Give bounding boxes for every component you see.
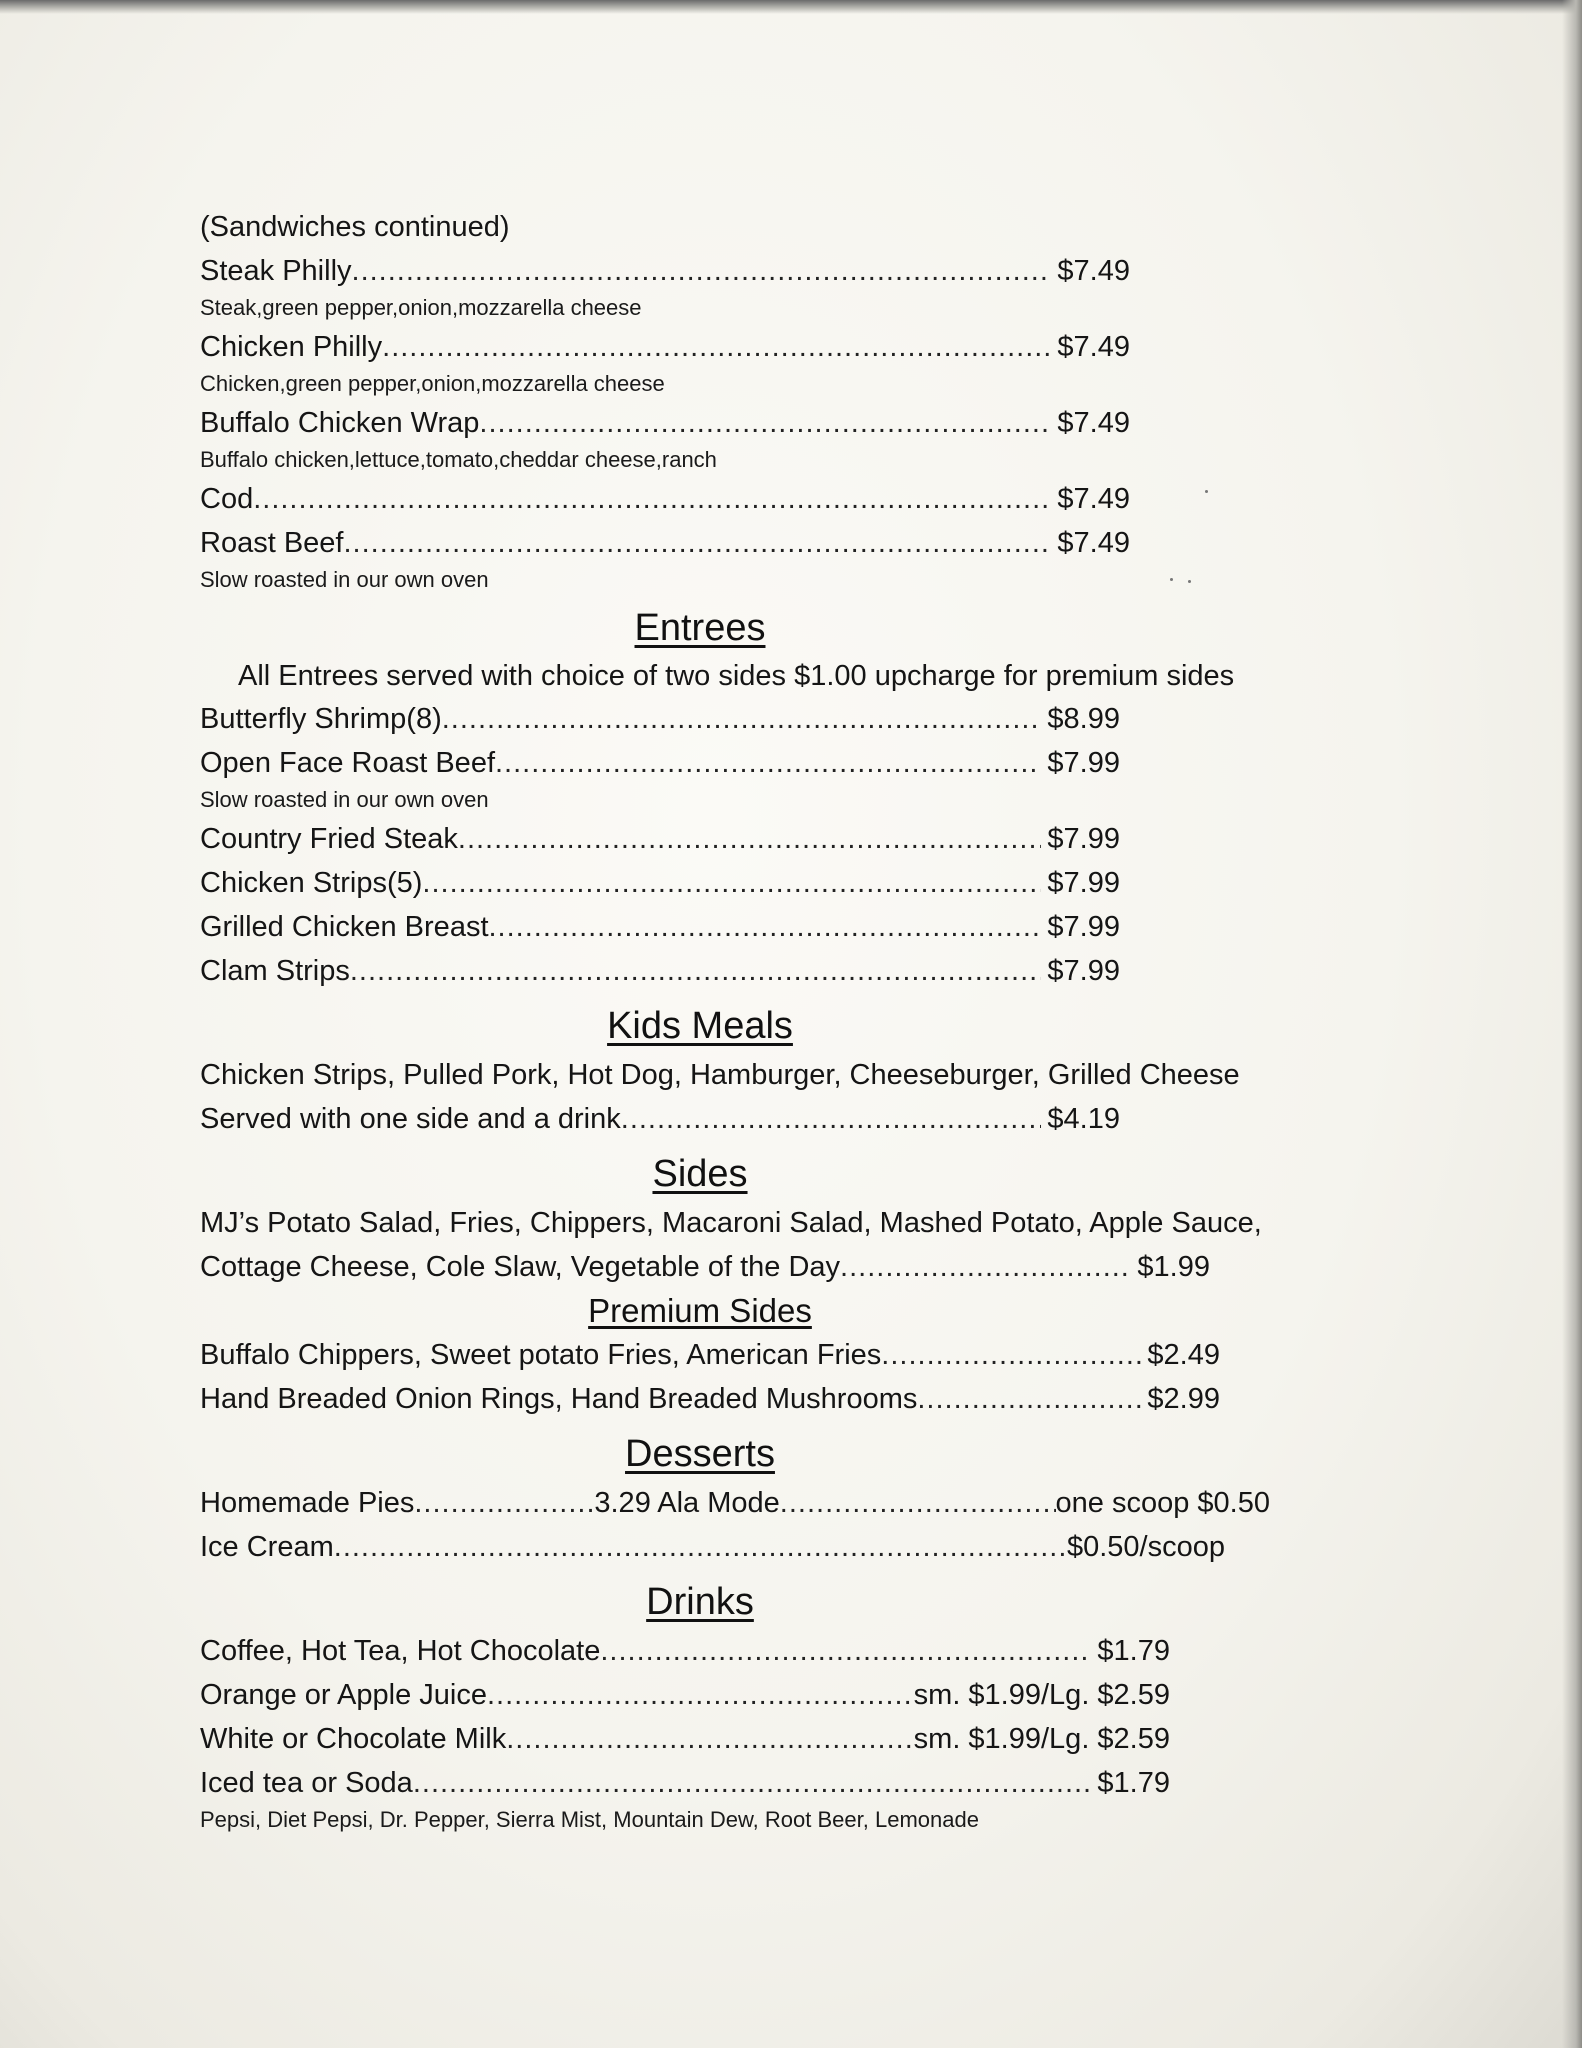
dot-leader <box>780 1481 1056 1525</box>
item-price: $7.49 <box>1057 483 1130 515</box>
dot-leader <box>442 697 1042 741</box>
item-name: Roast Beef <box>200 527 344 559</box>
dot-leader <box>487 1673 914 1717</box>
item-price: sm. $1.99/Lg. $2.59 <box>913 1723 1170 1755</box>
menu-item <box>200 817 1120 861</box>
item-price: $1.99 <box>1137 1251 1210 1283</box>
item-name: White or Chocolate Milk <box>200 1723 507 1755</box>
premium-sides-section <box>200 1333 1220 1421</box>
item-price: $2.99 <box>1147 1383 1220 1415</box>
item-name: Ice Cream <box>200 1531 334 1563</box>
menu-item <box>200 1097 1120 1141</box>
item-name: Homemade Pies <box>200 1487 415 1519</box>
menu-item <box>200 1245 1210 1289</box>
dot-leader <box>506 1717 913 1761</box>
dot-leader <box>600 1629 1091 1673</box>
item-name: Grilled Chicken Breast <box>200 911 489 943</box>
item-price: $7.49 <box>1057 255 1130 287</box>
item-price: $7.49 <box>1057 527 1130 559</box>
menu-item <box>200 1333 1220 1377</box>
item-price: $2.49 <box>1147 1339 1220 1371</box>
section-title-premium-sides: Premium Sides <box>588 1292 812 1329</box>
menu-content <box>200 205 1400 1837</box>
sides-list-line1: MJ’s Potato Salad, Fries, Chippers, Macaroni Salad, Mashed Potato, Apple Sauce, <box>200 1207 1262 1239</box>
item-description: Buffalo chicken,lettuce,tomato,cheddar cheese,ranch <box>200 447 717 472</box>
item-name: Orange or Apple Juice <box>200 1679 487 1711</box>
item-price: $7.49 <box>1057 407 1130 439</box>
item-name: Buffalo Chippers, Sweet potato Fries, American Fries <box>200 1339 882 1371</box>
dot-leader <box>495 741 1041 785</box>
item-name: Iced tea or Soda <box>200 1767 413 1799</box>
premium-heading-wrap <box>200 1289 1400 1333</box>
item-name: Country Fried Steak <box>200 823 458 855</box>
dot-leader <box>382 325 1051 369</box>
sides-heading-wrap <box>200 1149 1400 1199</box>
menu-item <box>200 1761 1170 1805</box>
kids-heading-wrap <box>200 1001 1400 1051</box>
scan-right-edge <box>1562 0 1582 2048</box>
dot-leader <box>414 1481 594 1525</box>
item-description: Chicken,green pepper,onion,mozzarella cheese <box>200 371 665 396</box>
dot-leader <box>253 477 1051 521</box>
entrees-note: All Entrees served with choice of two sides $1.00 upcharge for premium sides <box>238 660 1235 692</box>
item-name: Coffee, Hot Tea, Hot Chocolate <box>200 1635 601 1667</box>
section-title-drinks: Drinks <box>646 1581 754 1623</box>
menu-item <box>200 741 1120 785</box>
item-price: $1.79 <box>1097 1635 1170 1667</box>
kids-meal-list: Chicken Strips, Pulled Pork, Hot Dog, Hamburger, Cheeseburger, Grilled Cheese <box>200 1059 1240 1091</box>
dot-leader <box>334 1525 1067 1569</box>
menu-item <box>200 1525 1225 1569</box>
item-price: 3.29 Ala Mode <box>594 1487 780 1519</box>
item-name: Cod <box>200 483 254 515</box>
dot-leader <box>917 1377 1141 1421</box>
item-price: $7.99 <box>1047 747 1120 779</box>
dot-leader <box>352 249 1052 293</box>
section-title-kids-meals: Kids Meals <box>607 1005 793 1047</box>
dot-leader <box>413 1761 1092 1805</box>
dot-leader <box>479 401 1051 445</box>
menu-item <box>200 477 1130 521</box>
dot-leader <box>422 861 1041 905</box>
desserts-section <box>200 1481 1270 1569</box>
dot-leader <box>489 905 1042 949</box>
kids-section <box>200 1097 1120 1141</box>
item-name: Served with one side and a drink <box>200 1103 621 1135</box>
item-name: Open Face Roast Beef <box>200 747 495 779</box>
menu-item <box>200 1717 1170 1761</box>
item-description: Slow roasted in our own oven <box>200 787 489 812</box>
menu-item <box>200 949 1120 993</box>
drinks-heading-wrap <box>200 1577 1400 1627</box>
item-name: Hand Breaded Onion Rings, Hand Breaded Mushrooms <box>200 1383 918 1415</box>
entrees-section <box>200 697 1120 993</box>
menu-item <box>200 521 1130 565</box>
section-title-sides: Sides <box>652 1153 748 1195</box>
item-price: $7.99 <box>1047 911 1120 943</box>
menu-item <box>200 1629 1170 1673</box>
item-price: sm. $1.99/Lg. $2.59 <box>913 1679 1170 1711</box>
menu-item <box>200 1673 1170 1717</box>
menu-item <box>200 697 1120 741</box>
item-name: Chicken Philly <box>200 331 383 363</box>
item-price: $7.99 <box>1047 867 1120 899</box>
dot-leader <box>621 1097 1042 1141</box>
item-price: $0.50/scoop <box>1066 1531 1225 1563</box>
menu-item <box>200 325 1130 369</box>
item-name: Chicken Strips(5) <box>200 867 423 899</box>
menu-item <box>200 401 1130 445</box>
item-price: $1.79 <box>1097 1767 1170 1799</box>
menu-item <box>200 861 1120 905</box>
soda-list: Pepsi, Diet Pepsi, Dr. Pepper, Sierra Mist, Mountain Dew, Root Beer, Lemonade <box>200 1807 979 1832</box>
item-price: $4.19 <box>1047 1103 1120 1135</box>
item-name: Buffalo Chicken Wrap <box>200 407 480 439</box>
menu-item <box>200 249 1130 293</box>
item-description: Steak,green pepper,onion,mozzarella cheese <box>200 295 642 320</box>
section-title-desserts: Desserts <box>625 1433 775 1475</box>
sandwiches-section <box>200 249 1130 595</box>
dot-leader <box>881 1333 1141 1377</box>
entrees-heading-wrap <box>200 603 1400 653</box>
scan-top-edge <box>0 0 1582 14</box>
item-price: $7.99 <box>1047 955 1120 987</box>
dot-leader <box>343 521 1051 565</box>
item-name: Clam Strips <box>200 955 350 987</box>
dot-leader <box>350 949 1042 993</box>
item-name: Cottage Cheese, Cole Slaw, Vegetable of the Day <box>200 1251 841 1283</box>
item-name: Steak Philly <box>200 255 352 287</box>
dot-leader <box>458 817 1042 861</box>
item-price: $7.49 <box>1057 331 1130 363</box>
drinks-section <box>200 1629 1170 1805</box>
sides-section <box>200 1245 1210 1289</box>
menu-item <box>200 1377 1220 1421</box>
item-name: Butterfly Shrimp(8) <box>200 703 442 735</box>
item-description: Slow roasted in our own oven <box>200 567 489 592</box>
menu-item <box>200 905 1120 949</box>
item-price: $7.99 <box>1047 823 1120 855</box>
section-title-entrees: Entrees <box>634 607 766 649</box>
desserts-heading-wrap <box>200 1429 1400 1479</box>
item-price-extra: one scoop $0.50 <box>1055 1487 1270 1519</box>
dot-leader <box>840 1245 1131 1289</box>
menu-item <box>200 1481 1270 1525</box>
item-price: $8.99 <box>1047 703 1120 735</box>
sandwiches-header: (Sandwiches continued) <box>200 211 510 243</box>
